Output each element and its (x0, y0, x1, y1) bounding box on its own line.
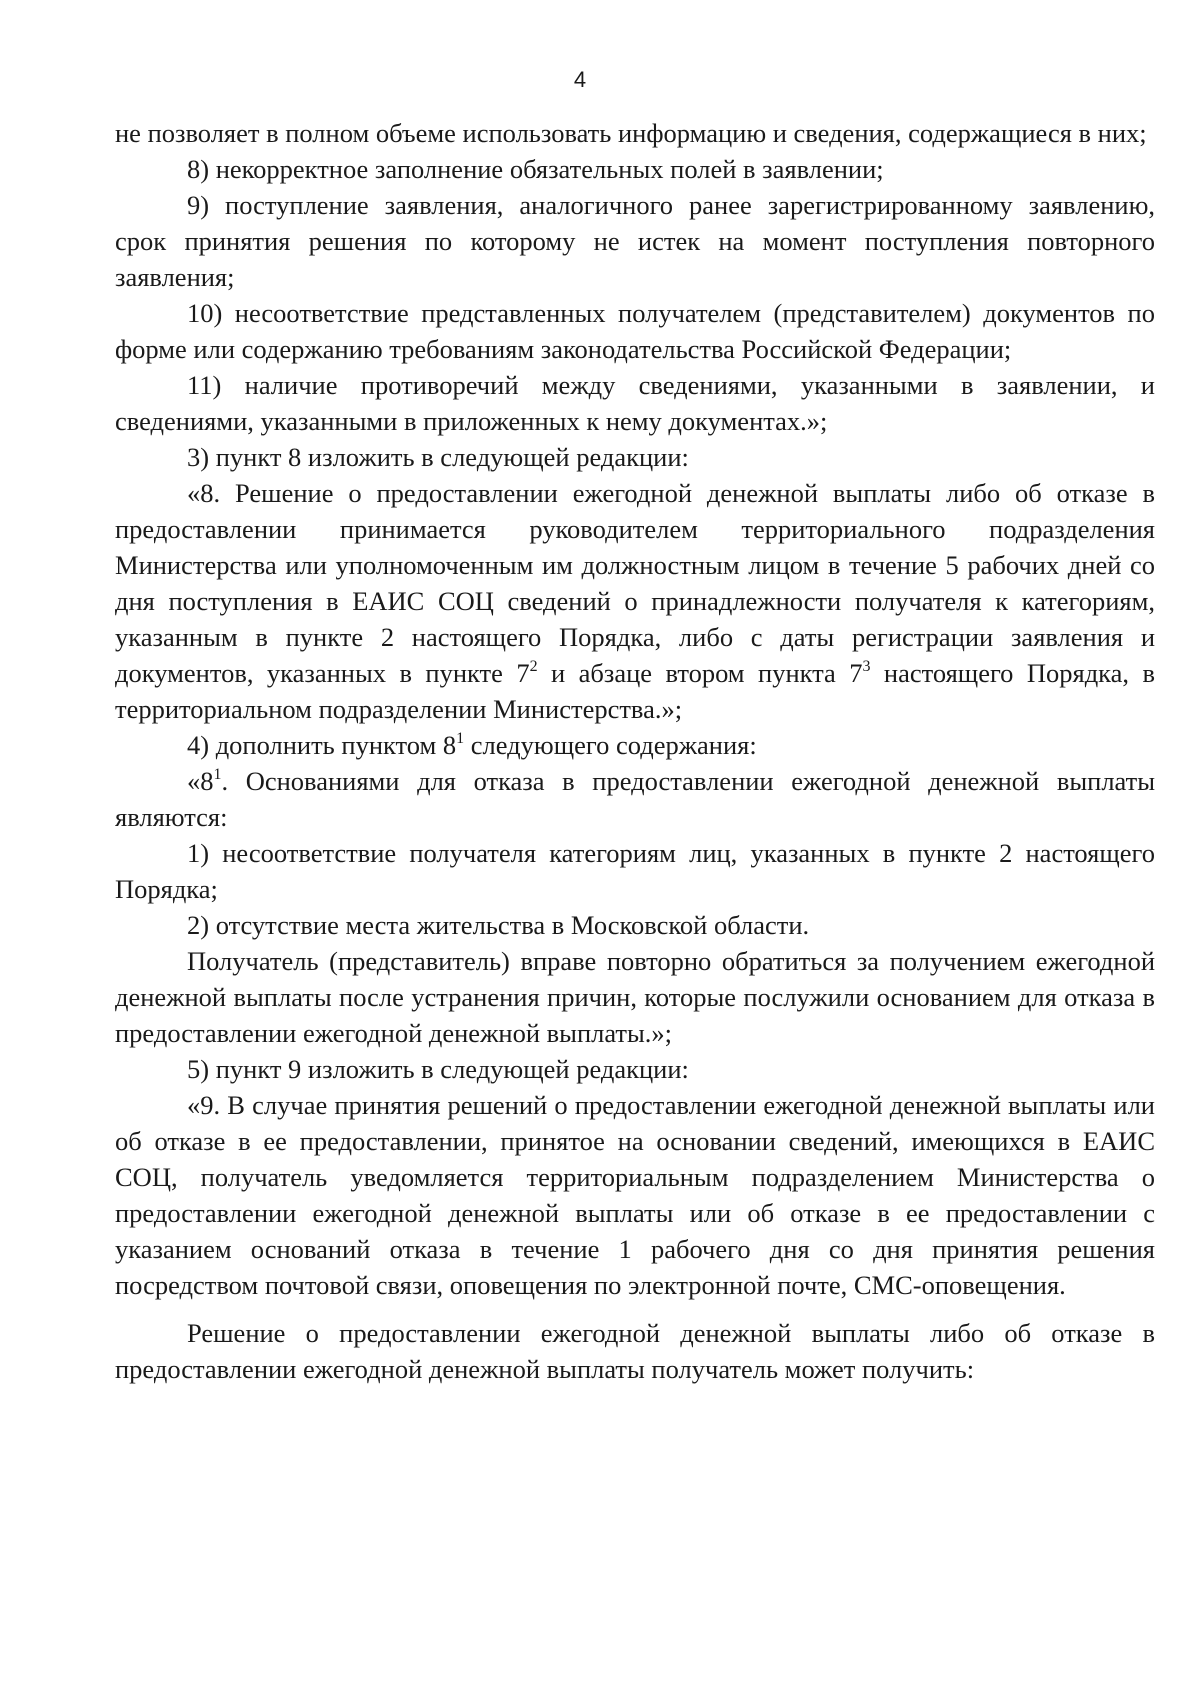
paragraph-item-10: 10) несоответствие представленных получателем (представителем) документов по форме или содержанию требованиям законодательства Российской Федерации; (115, 298, 1155, 364)
paragraph-ground-1: 1) несоответствие получателя категориям лиц, указанных в пункте 2 настоящего Порядка; (115, 838, 1155, 904)
clause-8-text-part1: «8. Решение о предоставлении ежегодной денежной выплаты либо об отказе в предоставлении принимается руководителем территориального подразделения Министерства или уполномоченным им должностным лицом в течение 5 рабочих дней со дня поступления в ЕАИС СОЦ сведений о принадлежности получателя к категориям, указанным в пункте 2 настоящего Порядка, либо с даты регистрации заявления и документов, указанных в пункте 7 (115, 478, 1155, 688)
paragraph-item-9: 9) поступление заявления, аналогичного ранее зарегистрированному заявлению, срок принятия решения по которому не истек на момент поступления повторного заявления; (115, 190, 1155, 292)
paragraph-amendment-5: 5) пункт 9 изложить в следующей редакции: (187, 1054, 689, 1084)
amendment-4-text-part2: следующего содержания: (464, 730, 757, 760)
page-number: 4 (573, 67, 587, 92)
paragraph-continuation: не позволяет в полном объеме использовать информацию и сведения, содержащиеся в них; (115, 118, 1147, 148)
clause-8-1-text-part1: «8 (187, 766, 214, 796)
paragraph-item-8: 8) некорректное заполнение обязательных полей в заявлении; (187, 154, 884, 184)
paragraph-amendment-3: 3) пункт 8 изложить в следующей редакции: (187, 442, 689, 472)
paragraph-clause-9: «9. В случае принятия решений о предоставлении ежегодной денежной выплаты или об отказе в ее предоставлении, принятое на основании сведений, имеющихся в ЕАИС СОЦ, получатель уведомляется территориальным подразделением Министерства о предоставлении ежегодной денежной выплаты или об отказе в ее предоставлении с указанием оснований отказа в течение 1 рабочего дня со дня принятия решения посредством почтовой связи, оповещения по электронной почте, СМС-оповещения. (115, 1090, 1155, 1300)
clause-8-text-part2: и абзаце втором пункта 7 (537, 658, 863, 688)
clause-8-1-text-part2: . Основаниями для отказа в предоставлении ежегодной денежной выплаты являются: (115, 766, 1155, 832)
document-body (115, 115, 1155, 1387)
superscript-2: 2 (529, 658, 538, 675)
superscript-1: 1 (213, 766, 222, 783)
paragraph-reapply: Получатель (представитель) вправе повторно обратиться за получением ежегодной денежной выплаты после устранения причин, которые послужили основанием для отказа в предоставлении ежегодной денежной выплаты.»; (115, 946, 1155, 1048)
paragraph-decision-receipt: Решение о предоставлении ежегодной денежной выплаты либо об отказе в предоставлении ежегодной денежной выплаты получатель может получить: (115, 1318, 1155, 1384)
paragraph-clause-8-1 (115, 763, 1155, 835)
superscript-1: 1 (456, 730, 465, 747)
superscript-3: 3 (862, 658, 871, 675)
clause-8-text-part3: настоящего Порядка, в территориальном подразделении Министерства.»; (115, 658, 1155, 724)
paragraph-amendment-4 (115, 727, 1155, 763)
paragraph-ground-2: 2) отсутствие места жительства в Московской области. (187, 910, 810, 940)
amendment-4-text-part1: 4) дополнить пунктом 8 (187, 730, 457, 760)
paragraph-item-11: 11) наличие противоречий между сведениями, указанными в заявлении, и сведениями, указанными в приложенных к нему документах.»; (115, 370, 1155, 436)
paragraph-clause-8 (115, 475, 1155, 727)
